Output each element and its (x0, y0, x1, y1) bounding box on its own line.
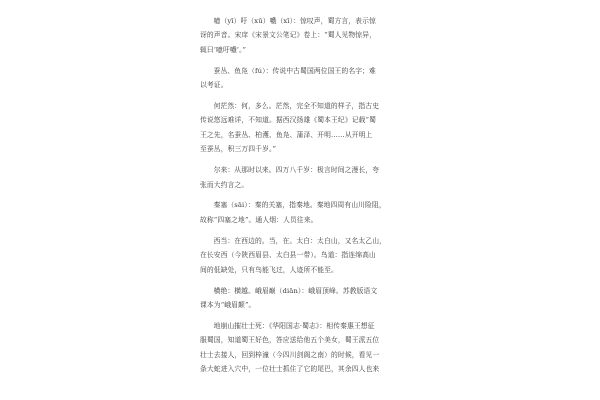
text-line: 讶的声音。宋庠《宋景文公笔记》卷上：“蜀人见物惊异， (200, 31, 376, 40)
text-line: 辄曰‘噫吁嚱’。” (200, 45, 247, 54)
text-line: 在长安西（今陕西眉县、太白县一带）。鸟道：指连绵高山 (200, 251, 376, 260)
text-line: 噫（yī）吁（xū）嚱（xī）：惊叹声，蜀方言，表示惊 (213, 17, 376, 25)
text-line: 蚕丛、鱼凫（fú）：传说中古蜀国两位国王的名字；难 (213, 66, 376, 75)
text-line: 秦塞（sāi）：秦的关塞，指秦地。秦地四周有山川险阻， (213, 201, 386, 210)
text-line: 王之先，名蚕丛、柏濩、鱼凫、蒲泽、开明……从开明上 (200, 130, 373, 139)
text-line: 西当：在西边的。当，在。太白：太白山，又名太乙山， (213, 236, 387, 245)
paragraph-yixuxi (200, 14, 402, 57)
text-line: 至蚕丛，积三万四千岁。” (200, 145, 277, 154)
text-line: 尔来：从那时以来。四万八千岁：极言时间之漫长，夸 (213, 166, 380, 175)
paragraph-qinsai (200, 198, 402, 227)
paragraph-dibeng-shancui (200, 319, 402, 377)
text-line: 课本为“峨眉颠”。 (200, 300, 256, 309)
text-line: 故称“四塞之地”。通人烟：人员往来。 (200, 215, 318, 224)
text-line: 壮士去接人，回到梓潼（今四川剑阁之南）的时候，看见一 (200, 350, 380, 359)
paragraph-hengjue (200, 284, 402, 313)
text-line: 何茫然：何，多么。茫然，完全不知道的样子，指古史 (213, 102, 380, 111)
text-line: 服蜀国，知道蜀王好色，答应送给他五个美女，蜀王派五位 (200, 336, 380, 345)
text-line: 以考证。 (200, 81, 228, 90)
text-line: 张而大约言之。 (200, 180, 249, 189)
paragraph-hemangran (200, 99, 402, 157)
text-line: 传说悠远难详，不知道。据西汉扬雄《蜀本王纪》记载“蜀 (200, 116, 376, 125)
text-line: 间的低缺处，只有鸟能飞过，人迹所不能至。 (200, 265, 338, 274)
paragraph-cancong-yufu (200, 64, 402, 93)
paragraph-erlai (200, 163, 402, 192)
document-page (200, 14, 402, 383)
text-line: 地崩山摧壮士死：《华阳国志·蜀志》：相传秦惠王想征 (213, 321, 375, 330)
text-line: 横绝：横越。峨眉巅（diān）：峨眉顶峰。苏教版语文 (213, 286, 378, 295)
text-line: 条大蛇进入穴中，一位壮士抓住了它的尾巴，其余四人也来 (200, 365, 380, 374)
paragraph-xidang (200, 234, 402, 277)
